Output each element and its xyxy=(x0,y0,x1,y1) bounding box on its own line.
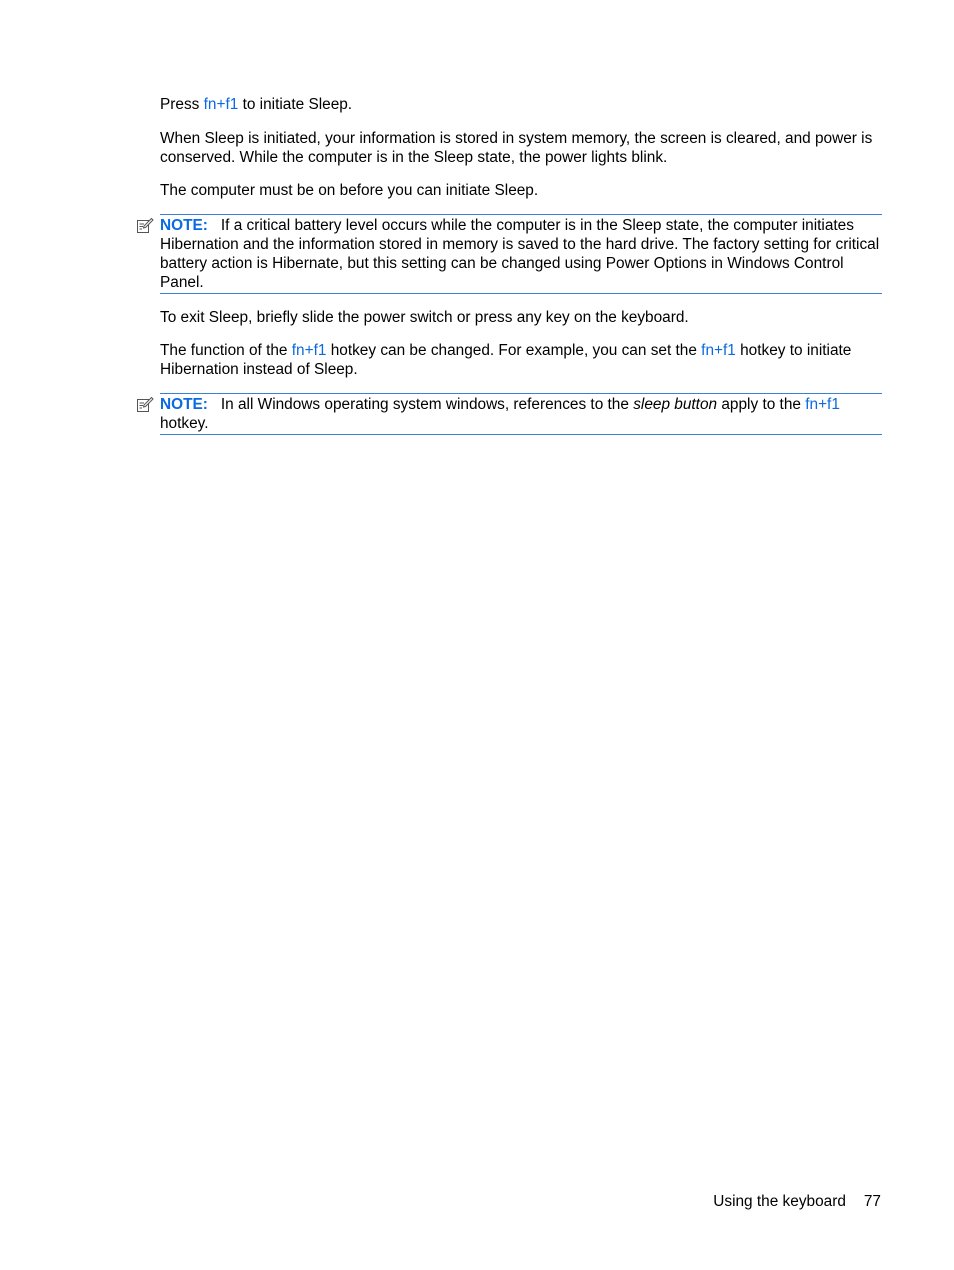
paragraph-hotkey-change xyxy=(160,341,882,379)
note-text-1: In all Windows operating system windows, references to the xyxy=(220,396,634,413)
paragraph-sleep-initiated: When Sleep is initiated, your information is stored in system memory, the screen is cleared, and power is conserved. While the computer is in the Sleep state, the power lights blink. xyxy=(160,130,873,166)
note-text: If a critical battery level occurs while the computer is in the Sleep state, the computer initiates Hibernation and the information stored in memory is saved to the hard drive. The factory setting for critical battery action is Hibernate, but this setting can be changed using Power Options in Windows Control Panel. xyxy=(160,217,880,291)
p6-text-1: The function of the xyxy=(160,342,292,359)
note-text-3: hotkey. xyxy=(160,415,209,432)
note-emphasis: sleep button xyxy=(633,396,718,413)
note-label: NOTE: xyxy=(160,217,208,234)
note-label: NOTE: xyxy=(160,396,208,413)
note-text-2: apply to the xyxy=(717,396,806,413)
hotkey-fn-f1: fn+f1 xyxy=(701,342,736,359)
footer-section-title: Using the keyboard xyxy=(713,1193,846,1210)
hotkey-fn-f1: fn+f1 xyxy=(291,342,327,359)
hotkey-fn-f1: fn+f1 xyxy=(203,96,239,113)
paragraph-press-fn-f1 xyxy=(160,95,882,114)
hotkey-fn-f1: fn+f1 xyxy=(805,396,840,413)
p6-text-2: hotkey can be changed. For example, you can set the xyxy=(326,342,702,359)
paragraph-exit-sleep: To exit Sleep, briefly slide the power switch or press any key on the keyboard. xyxy=(160,309,689,326)
note-critical-battery xyxy=(160,214,882,294)
page-content xyxy=(160,95,882,435)
p1-after: to initiate Sleep. xyxy=(238,96,353,113)
note-pencil-icon xyxy=(136,217,154,235)
note-pencil-icon xyxy=(136,396,154,414)
p6-text-3: hotkey to initiate Hibernation instead of Sleep. xyxy=(160,342,852,378)
page-footer xyxy=(713,1192,881,1211)
page-number: 77 xyxy=(863,1193,881,1210)
p1-before: Press xyxy=(160,96,204,113)
note-windows-sleep-button xyxy=(160,393,882,435)
paragraph-computer-on: The computer must be on before you can initiate Sleep. xyxy=(160,182,539,199)
